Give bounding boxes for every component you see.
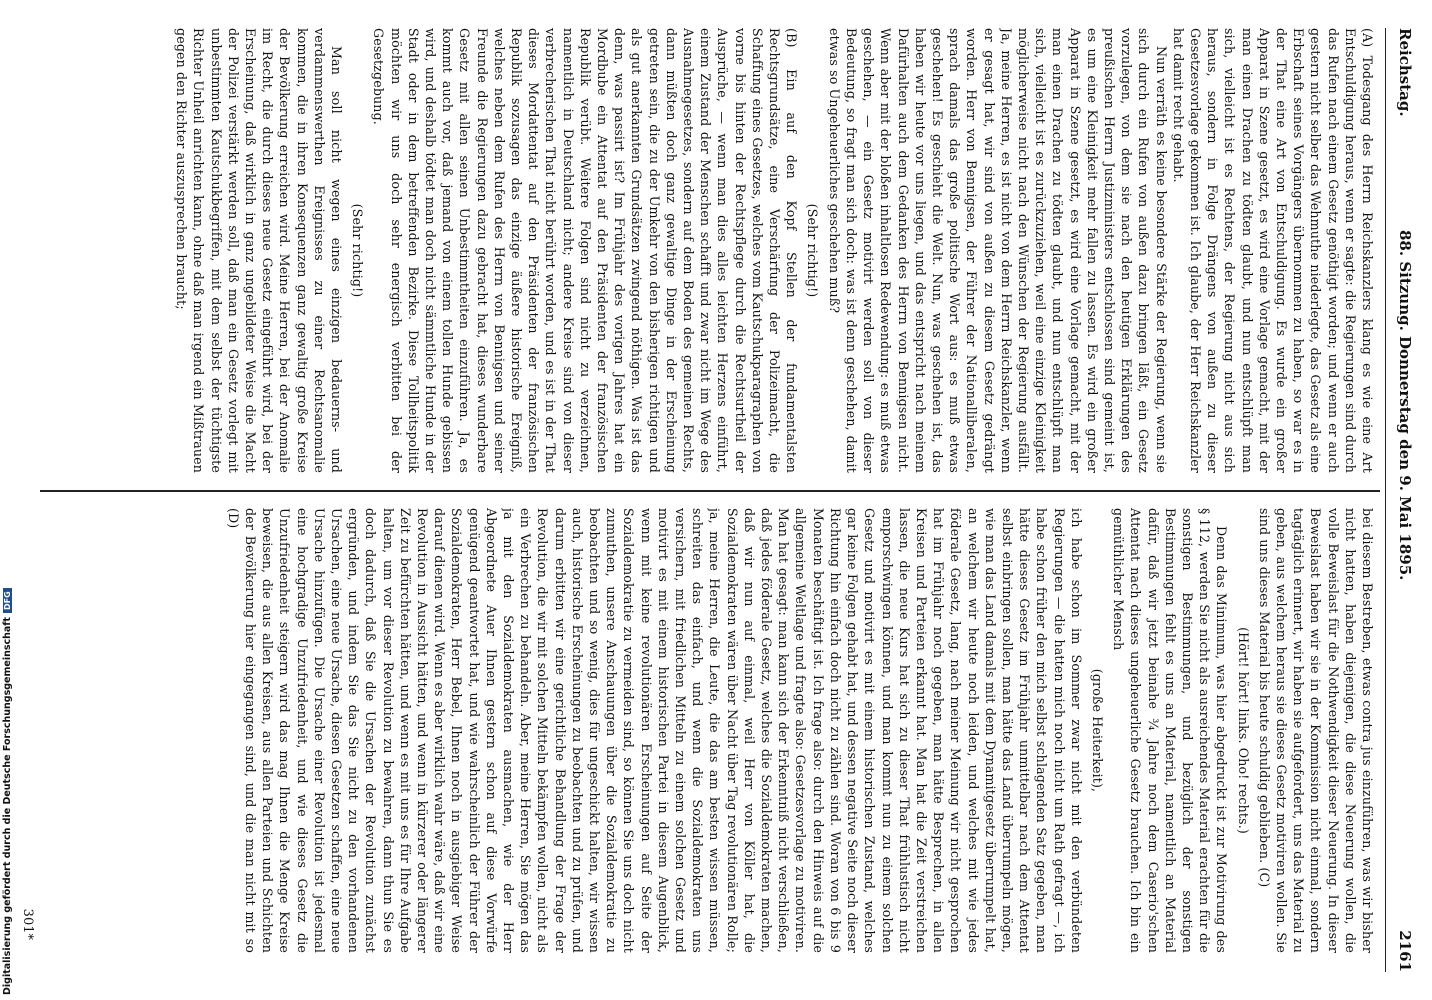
left-paragraph: Man soll nicht wegen eines einzigen bedauerns- und verdammenswerthen Ereignisses zu einer Rechtsanomalie kommen, die in ihren Konsequenzen ganz gewaltig große Kreise der Bevölkerung erreichen wird. Meine Herren, bei der Anomalie im Recht, die durch dieses neue Gesetz eingeführt wird, bei der Erscheinung, daß wirklich in ganz ungebildeter Weise die Macht der Polizei verstärkt werden soll, daß man ein Gesetz vorlegt mit unbestimmten Kautschukbegriffen, mit dem selbst der tüchtigste Richter Unheil anrichten kann, ohne daß man irgend ein Mißtrauen gegen den Richter auszusprechen braucht; — [174, 28, 345, 473]
interjection: (große Heiterkeit), — [1089, 668, 1105, 793]
left-column — [46, 28, 1376, 473]
right-paragraph — [1256, 508, 1376, 953]
interjection: (Sehr richtig!) — [805, 203, 821, 298]
right-paragraph: Denn das Minimum, was hier abgedruckt ist zur Motivirung des § 112, werden Sie nicht als ausreichendes Material erachten für die sonstigen Bestimmungen, und bezüglich der sonstigen Bestimmungen fehlt es uns an Material, namentlich an Material dafür, daß wir jetzt beinahe ¾ Jahre noch dem Caserio'schen Attentat nach dieses ungeheuerliche Gesetz brauchen. Ich bin ein gemüthlicher Mensch — [1111, 508, 1230, 953]
credit-label: Digitalisierung gefördert durch die Deutsche Forschungsgemeinschaft — [2, 617, 13, 995]
header-publication: Reichstag. — [1396, 28, 1414, 117]
margin-mark-a: (A) — [1360, 28, 1375, 48]
left-paragraph — [1170, 28, 1376, 473]
interjection: (Hört! hört! links. Oho! rechts.) — [1235, 627, 1251, 834]
left-paragraph — [370, 28, 800, 473]
header-page-number: 2161 — [1396, 930, 1414, 972]
left-paragraph: Nun verräth es keine besondere Stärke der Regierung, wenn sie sich durch ein Rufen von außen dazu bringen läßt, ein Gesetz vorzulegen, von dem sie nach den heutigen Erklärungen des preußischen Herrn Justizministers entschlossen sind gemeint ist, es um eine Kleinigkeit mehr fallen zu lassen. Es wird ein großer Apparat in Szene gesetzt, es wird eine Vorlage gemacht, mit der man einen Drachen zu tödten glaubt, und nun entschlüpft man sich, vielleicht ist es zurückzuziehen, weil eine einzige Kleinigkeit möglicherweise nicht nach den Wünschen der Regierung ausfällt. Ja, meine Herren, es ist nicht von dem Herrn Reichskanzler, wenn er gesagt hat, wir sind von außen zu diesem Gesetz gedrängt worden. Herr von Bennigsen, der Führer der Nationalliberalen, sprach damals das große politische Wort aus: es muß etwas geschehen! Es geschieht die Welt. Nun, was geschehen ist, das haben wir heute vor uns liegen, und das entspricht nach meinem Dafürhalten auch dem Gedanken des Herrn von Bennigsen nicht. Wenn aber mit der bloßen inhaltlosen Redewendung: es muß etwas geschehen, — ein Gesetz motivirt werden soll von dieser Bedeutung, so fragt man sich doch: was ist denn geschehen, damit etwas so Ungeheuerliches geschehen muß? — [826, 28, 1169, 473]
margin-mark-c: (C) — [1256, 867, 1272, 888]
left-paragraph-text: Todesgang des Herrn Reichskanzlers klang es wie eine Art Entschuldigung heraus, wenn er sagte: die Regierungen sind durch das Rufen nach einem Gesetz genöthigt worden; und wenn er auch gestern nicht selber das Wehmuthe niederlegte, das Gesetz als eine Erbschaft seines Vorgängers übernommen zu haben, so war es in der That eine Art von Entschuldigung. Es wurde ein großer Apparat in Szene gesetzt, es wird eine Vorlage gemacht, mit der man einen Drachen zu tödten glaubt, und nun entschlüpft man sich, vielleicht ist es Rechtens, der Regierung nicht aus sich heraus, sondern in Folge Drängens von außen zu dieser Gesetzesvorlage gekommen ist. Ich glaube, der Herr Reichskanzler hat damit recht gehabt. — [1170, 28, 1375, 473]
right-paragraph — [225, 508, 1085, 953]
right-column — [46, 508, 1376, 953]
right-paragraph-text: ich habe schon im Sommer zwar nicht mit den verbündeten Regierungen — die hatten mich noch nicht um Rath gefragt —, ich habe schon früher den mich selbst schlagenden Satz gegeben, man hätte dieses Gesetz im Frühjahr unmittelbar nach dem Attentat selbst einbringen sollen, man hätte das Land überrumpeln mögen, wie man das Land damals mit dem Dynamitgesetz überrumpelt hat, an welchem wir heute noch leiden, und welches mit wie jedes föderale Gesetz, lang, nach meiner Meinung wir nicht gesprochen hat im Frühjahr noch gegeben, man hätte Besprechen, in allen Kreisen und Parteien erkannt hat. Man hat die Zeit verstreichen lassen, die neue Kurs hat sich zu dieser That frühlustisch nicht emporschwingen können, und man kommt nun zu einem solchen Gesetz und motivirt es mit einem historischen Zustand, welches gar keine Folgen gehabt hat, und dessen negative Seite noch dieser Richtung hin einfach doch nicht zu zählen sind. Woran von 6 bis 9 Monaten beschäftigt ist. Ich frage also: durch den Hinweis auf die allgemeine Weltlage und fragte also: Gesetzesvorlage zu motiviren. Man hat gesagt: man kann sich der Erkenntniß nicht verschließen, daß jedes föderale Gesetz, welches die Sozialdemokraten machen, daß wir nun auf einmal, weil Herr von Köller hat, die Sozialdemokraten wären über Nacht über Tag revolutionären Rolle; ja, meine Herren, die Leute, die das am besten wissen müssen, schreiten das einfach, und wenn die Sozialdemokraten uns versichern, mit friedlichen Mitteln zu einem solchen Gesetz und motivirt es mit einem historischen Partei in diesem Augenblick, wenn mit keine revolutionären Erscheinungen auf Seite der Sozialdemokratie zu vermeiden sind, so können Sie uns doch nicht zumuthen, unsere Anschauungen über die Sozialdemokratie zu beobachten und so wenig, dies für ungeschickt halten, wir wissen auch, historische Erscheinungen zu beobachten und zu prüfen, und darum erbitten wir eine gerichtliche Behandlung der Frage der Revolution, die wir mit solchen Mitteln bekämpfen wollen, nicht als ein Verbrechen zu behandeln. Aber, meine Herren, Sie mögen das ja mit den Sozialdemokraten ausmachen, wie der Herr Abgeordnete Auer Ihnen gestern schon auf diese Vorwürfe genügend geantwortet hat, und wie wahrscheinlich der Führer der Sozialdemokraten, Herr Bebel, Ihnen noch in ausgiebiger Weise darauf dienen wird. Wenn es aber wirklich wahr wäre, daß wir eine Revolution in Aussicht hätten, und wenn in kürzerer oder längerer Zeit zu befürchten hätten, und wenn es mit uns es für Ihre Aufgabe halten, um vor dieser Revolution zu bewahren, dann thun Sie es doch dadurch, daß Sie die Ursachen der Revolution zunächst ergründen, und indem Sie das Sie nicht zu den vorhandenen Ursachen, eine neue Ursache, diesen Gesetzen schaffen, eine neue Ursache hinzufügen. Die Ursache einer Revolution ist jedesmal eine hochgradige Unzufriedenheit, und wie dieses Gesetz die Unzufriedenheit steigern wird das mag Ihnen die Menge Kreise beweisen, die aus allen Kreisen, aus allen Parteien und Schichten der Bevölkerung hier eingegangen sind, und die man nicht mit so — [243, 508, 1084, 953]
dfg-logo: DFG — [3, 588, 12, 613]
header-rule — [1385, 28, 1386, 972]
header-session: 88. Sitzung. Donnerstag den 9. Mai 1895. — [1396, 230, 1414, 581]
left-paragraph-text: Ein auf den Kopf Stellen der fundamentalsten Rechtsgrundsätze, eine Verschärfung der Polizeimacht, die Schaffung eines Gesetzes, welches vom Kautschukparagraphen von vorne bis hinten der Rechtspflege durch die Rechtsurtheil der Ausprüche, — wenn man dies alles leichten Herzens einführt, einem Zustand der Menschen schafft und zwar nicht im Wege des Ausnahmegesetzes, sondern auf dem Boden des gemeinen Rechts, dann müßten doch ganz gewaltige Dinge in der Erscheinung getreten sein, die zu der Umkehr von den bisherigen richtigen und als gut anerkannten Grundsätzen zwingend nöthigen. Was ist das denn, was passirt ist? Im Frühjahr des vorigen Jahres hat ein Mordbube ein Attentat auf den Präsidenten der französischen Republik verübt. Weitere Folgen sind nicht zu verzeichnen, namentlich in Deutschland nicht; andere Kreise sind von dieser verbrecherischen That nicht berührt worden, und es ist in der That dieses Mordattentat auf den Präsidenten der französischen Republik sozusagen das einzige äußere historische Ereigniß, welches neben dem Rufen des Herrn von Bennigsen und seiner Freunde die Regierungen dazu gebracht hat, dieses wunderbare Gesetz mit allen seinen Unbestimmtheiten einzuführen. Ja, es kommt auch vor, daß jemand von einem tollen Hunde gebissen wird, und deshalb tödtet man doch nicht sämmtliche Hunde in der Stadt oder in dem betreffenden Bezirke. Diese Tollheitspolitik möchten wir uns doch sehr energisch verbitten bei der Gesetzgebung. — [371, 28, 800, 473]
page-signature: 301* — [20, 908, 35, 940]
page-header — [1390, 0, 1414, 1000]
column-divider — [40, 490, 1380, 492]
interjection: (Sehr richtig!) — [350, 203, 366, 298]
right-paragraph-text: bei diesem Bestreben, etwas contra jus einzuführen, was wir bisher nicht hatten, haben diejenigen, die diese Neuerung wollen, die volle Beweislast für die Nothwendigkeit dieser Neuerung. In dieser Beweislast haben wir sie in der Kommission nicht einmal, sondern tagtäglich erinnert, wir haben sie aufgefordert, uns das Material zu geben, aus welchem heraus sie dieses Gesetz motiviren wollen. Sie sind uns dieses Material bis heute schuldig geblieben. — [1256, 508, 1375, 953]
margin-mark-b: (B) — [784, 28, 800, 48]
margin-mark-d: (D) — [225, 508, 241, 529]
